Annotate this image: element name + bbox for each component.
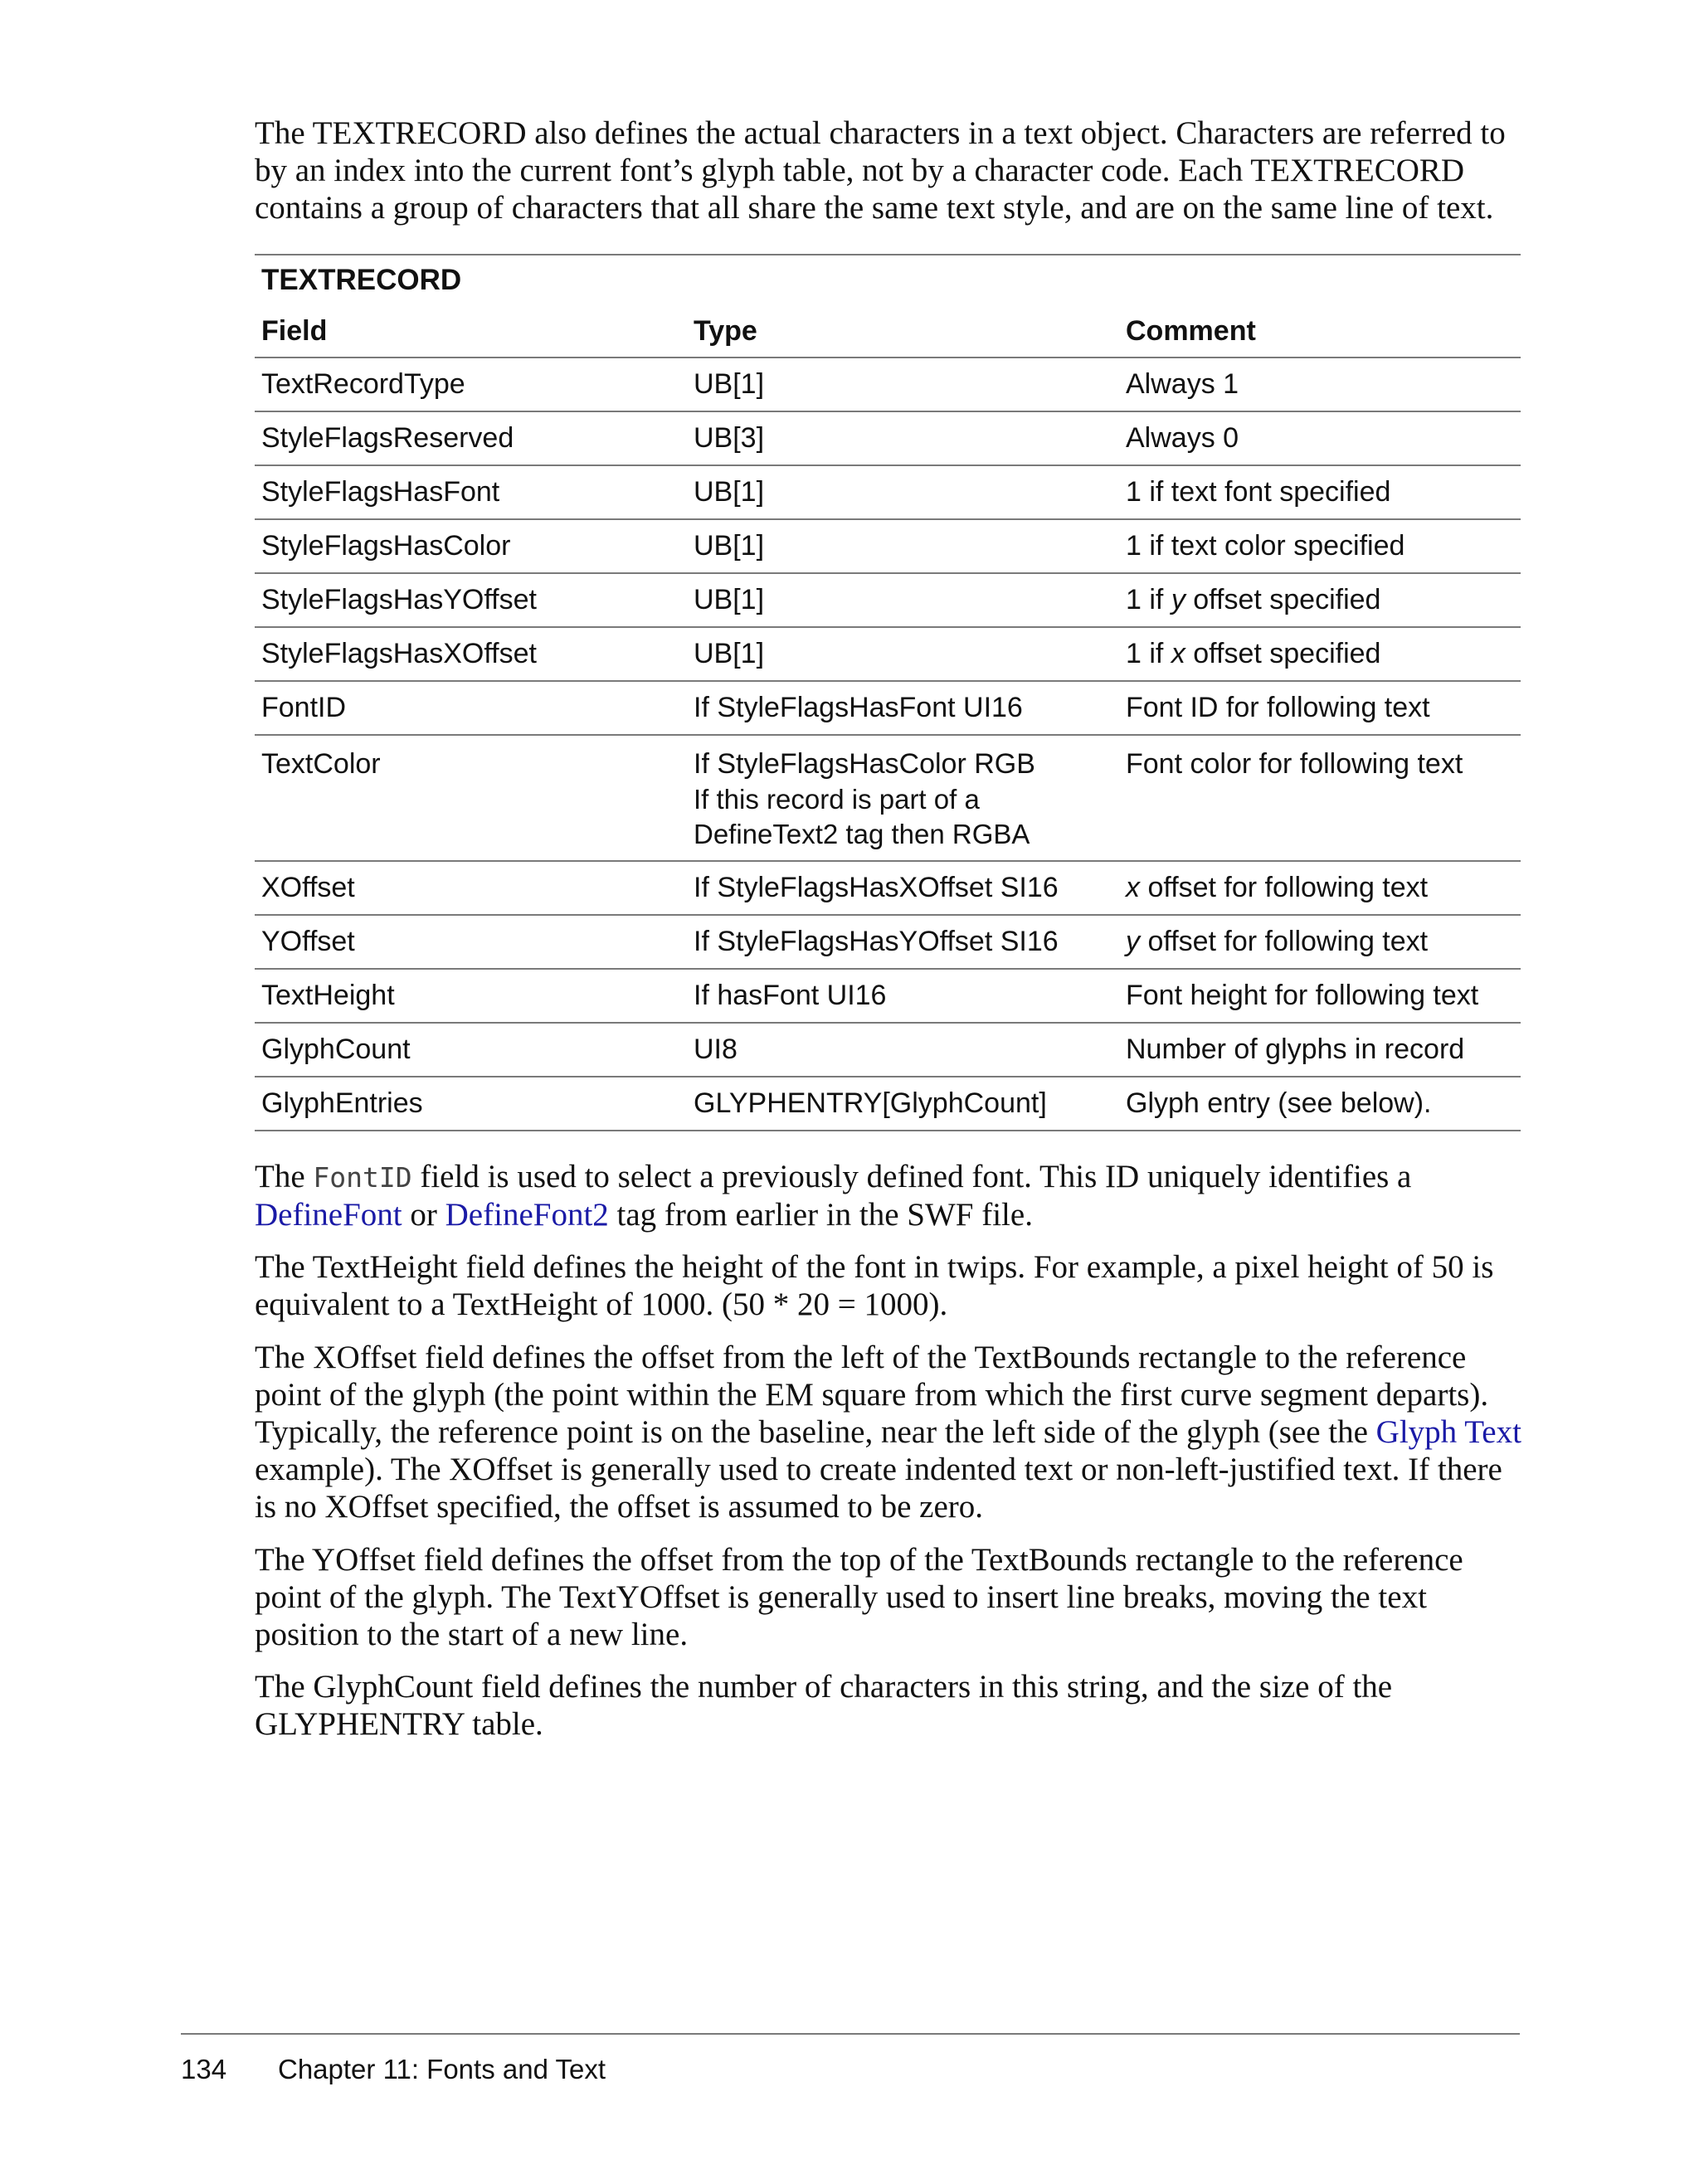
cell-type: If StyleFlagsHasXOffset SI16	[687, 861, 1119, 915]
table-row	[255, 1023, 1521, 1077]
cell-type: UB[1]	[687, 358, 1119, 411]
intro-paragraph: The TEXTRECORD also defines the actual characters in a text object. Characters are referred to by an index into the current font’s glyph table, not by a character code. Each TEXTRECORD contains a group of characters that all share the same text style, and are on the same line of text.	[255, 115, 1506, 226]
cell-field: XOffset	[255, 861, 687, 915]
table-row	[255, 681, 1521, 735]
fontid-paragraph	[255, 1158, 1524, 1233]
cell-comment: Always 1	[1119, 358, 1521, 411]
table-row	[255, 915, 1521, 969]
cell-comment: Number of glyphs in record	[1119, 1023, 1521, 1077]
definefont2-link[interactable]: DefineFont2	[445, 1197, 609, 1233]
fontid-text-2: field is used to select a previously defined font. This ID uniquely identifies a	[411, 1159, 1412, 1194]
cell-type	[687, 735, 1119, 861]
cell-type: If StyleFlagsHasYOffset SI16	[687, 915, 1119, 969]
cell-type: UB[1]	[687, 519, 1119, 573]
cell-comment	[1119, 627, 1521, 681]
cell-field: GlyphEntries	[255, 1077, 687, 1131]
cell-type: UB[3]	[687, 411, 1119, 465]
xoffset-text-1: The XOffset field defines the offset from the left of the TextBounds rectangle to the reference point of the glyph (the point within the EM square from which the first curve segment departs). Typically, the reference point is on the baseline, near the left side of the glyph (see the	[255, 1340, 1489, 1450]
cell-comment: Glyph entry (see below).	[1119, 1077, 1521, 1131]
fontid-code: FontID	[313, 1161, 412, 1194]
cell-type: GLYPHENTRY[GlyphCount]	[687, 1077, 1119, 1131]
comment-suffix: offset specified	[1185, 584, 1381, 615]
table-row	[255, 358, 1521, 411]
cell-type: UB[1]	[687, 627, 1119, 681]
cell-type: If StyleFlagsHasFont UI16	[687, 681, 1119, 735]
cell-field: TextColor	[255, 735, 687, 861]
cell-field: StyleFlagsReserved	[255, 411, 687, 465]
fontid-text-4: tag from earlier in the SWF file.	[608, 1197, 1033, 1233]
textheight-paragraph: The TextHeight field defines the height of the font in twips. For example, a pixel height of 50 is equivalent to a TextHeight of 1000. (50 * 20 = 1000).	[255, 1249, 1494, 1322]
footer-rule	[181, 2033, 1520, 2035]
table-row	[255, 735, 1521, 861]
cell-comment: 1 if text color specified	[1119, 519, 1521, 573]
cell-field: TextHeight	[255, 969, 687, 1023]
cell-type: UB[1]	[687, 465, 1119, 519]
definefont-link[interactable]: DefineFont	[255, 1197, 402, 1233]
comment-variable: y	[1171, 584, 1185, 615]
cell-field: FontID	[255, 681, 687, 735]
cell-comment: 1 if text font specified	[1119, 465, 1521, 519]
table-title: TEXTRECORD	[261, 264, 462, 296]
cell-field: StyleFlagsHasYOffset	[255, 573, 687, 627]
table-row	[255, 969, 1521, 1023]
cell-comment	[1119, 915, 1521, 969]
xoffset-text-2: example). The XOffset is generally used to create indented text or non-left-justified text. If there is no XOffset specified, the offset is assumed to be zero.	[255, 1452, 1502, 1525]
comment-prefix: 1 if	[1126, 584, 1171, 615]
header-field: Field	[255, 305, 687, 358]
cell-comment	[1119, 861, 1521, 915]
glyph-text-link[interactable]: Glyph Text	[1375, 1414, 1521, 1450]
table-row	[255, 627, 1521, 681]
textrecord-table	[255, 254, 1521, 1131]
page-number: 134	[181, 2054, 227, 2084]
table-header-row	[255, 305, 1521, 358]
cell-comment: Font ID for following text	[1119, 681, 1521, 735]
type-note-line-1: If this record is part of a	[694, 784, 980, 815]
header-type: Type	[687, 305, 1119, 358]
cell-field: GlyphCount	[255, 1023, 687, 1077]
cell-comment: Always 0	[1119, 411, 1521, 465]
comment-variable: x	[1171, 638, 1185, 669]
comment-variable: y	[1126, 926, 1140, 957]
cell-comment	[1119, 573, 1521, 627]
table-row	[255, 861, 1521, 915]
comment-suffix: offset specified	[1185, 638, 1381, 669]
comment-variable: x	[1126, 872, 1140, 903]
glyphcount-paragraph: The GlyphCount field defines the number of characters in this string, and the size of the GLYPHENTRY table.	[255, 1669, 1393, 1742]
cell-field: StyleFlagsHasFont	[255, 465, 687, 519]
table-row	[255, 411, 1521, 465]
cell-comment: Font color for following text	[1119, 735, 1521, 861]
header-comment: Comment	[1119, 305, 1521, 358]
table-row	[255, 519, 1521, 573]
chapter-title: Chapter 11: Fonts and Text	[278, 2054, 606, 2084]
yoffset-paragraph: The YOffset field defines the offset from the top of the TextBounds rectangle to the reference point of the glyph. The TextYOffset is generally used to insert line breaks, moving the text position to the start of a new line.	[255, 1542, 1463, 1652]
xoffset-paragraph	[255, 1339, 1524, 1525]
table-row	[255, 1077, 1521, 1131]
fontid-text-3: or	[402, 1197, 445, 1233]
cell-type: UI8	[687, 1023, 1119, 1077]
cell-field: TextRecordType	[255, 358, 687, 411]
type-main: If StyleFlagsHasColor RGB	[694, 748, 1035, 780]
cell-field: StyleFlagsHasColor	[255, 519, 687, 573]
table-row	[255, 465, 1521, 519]
fontid-text-1: The	[255, 1159, 314, 1194]
comment-prefix: 1 if	[1126, 638, 1171, 669]
type-note-line-2: DefineText2 tag then RGBA	[694, 819, 1030, 849]
comment-suffix: offset for following text	[1140, 926, 1429, 957]
cell-type: If hasFont UI16	[687, 969, 1119, 1023]
textrecord-grid	[255, 305, 1521, 1131]
cell-field: StyleFlagsHasXOffset	[255, 627, 687, 681]
cell-comment: Font height for following text	[1119, 969, 1521, 1023]
cell-type: UB[1]	[687, 573, 1119, 627]
cell-field: YOffset	[255, 915, 687, 969]
comment-suffix: offset for following text	[1140, 872, 1429, 903]
table-row	[255, 573, 1521, 627]
